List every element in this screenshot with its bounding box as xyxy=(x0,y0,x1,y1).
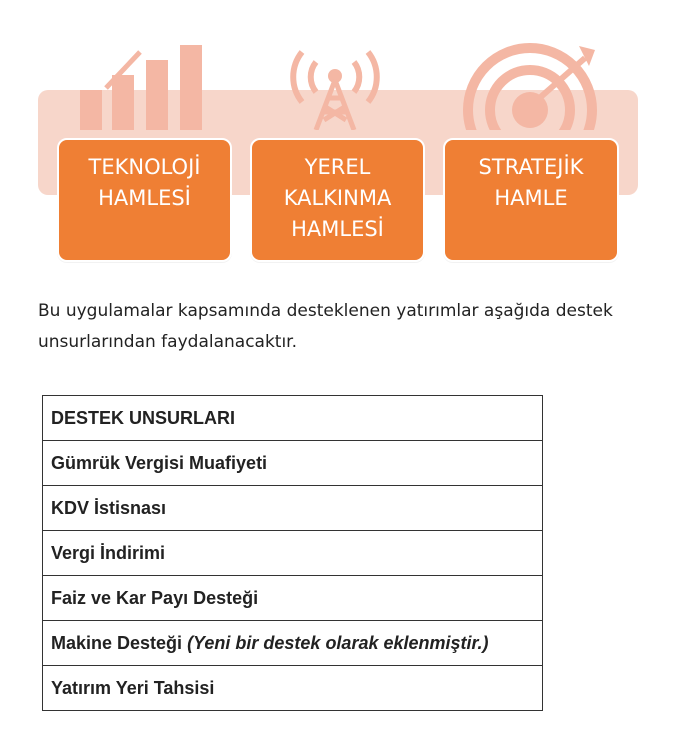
radio-tower-icon xyxy=(280,40,390,130)
row-label: Makine Desteği xyxy=(51,632,183,653)
card-line: HAMLESİ xyxy=(291,217,384,241)
bar-chart-icon xyxy=(70,40,220,130)
table-row xyxy=(43,621,543,666)
teknoloji-hamlesi-card xyxy=(57,138,232,262)
row-note: (Yeni bir destek olarak eklenmiştir.) xyxy=(187,632,489,653)
intro-line-2: unsurlarından faydalanacaktır. xyxy=(38,332,298,352)
card-line: KALKINMA xyxy=(283,186,392,210)
table-cell xyxy=(43,666,543,711)
row-label: Yatırım Yeri Tahsisi xyxy=(51,677,215,698)
table-row xyxy=(43,576,543,621)
table-row xyxy=(43,531,543,576)
table-cell xyxy=(43,576,543,621)
table-row xyxy=(43,441,543,486)
target-icon xyxy=(455,40,615,130)
table-header: DESTEK UNSURLARI xyxy=(43,396,543,441)
intro-line-1: Bu uygulamalar kapsamında desteklenen yatırımlar aşağıda destek xyxy=(38,301,613,321)
table-row xyxy=(43,666,543,711)
row-label: Faiz ve Kar Payı Desteği xyxy=(51,587,259,608)
destek-unsurlari-table xyxy=(42,395,543,711)
yerel-kalkinma-hamlesi-card xyxy=(250,138,425,262)
table-cell xyxy=(43,486,543,531)
row-label: KDV İstisnası xyxy=(51,497,167,518)
row-label: Vergi İndirimi xyxy=(51,542,166,563)
card-line: HAMLE xyxy=(494,186,568,210)
card-line: TEKNOLOJİ xyxy=(88,155,201,179)
row-label: Gümrük Vergisi Muafiyeti xyxy=(51,452,268,473)
table-cell xyxy=(43,531,543,576)
table-cell xyxy=(43,621,543,666)
card-line: STRATEJİK xyxy=(478,155,584,179)
table-header-row xyxy=(43,396,543,441)
stratejik-hamle-card xyxy=(443,138,619,262)
intro-paragraph xyxy=(38,296,648,358)
card-line: YEREL xyxy=(304,155,371,179)
hamle-graphic xyxy=(0,0,686,280)
card-line: HAMLESİ xyxy=(98,186,191,210)
table-cell xyxy=(43,441,543,486)
table-row xyxy=(43,486,543,531)
